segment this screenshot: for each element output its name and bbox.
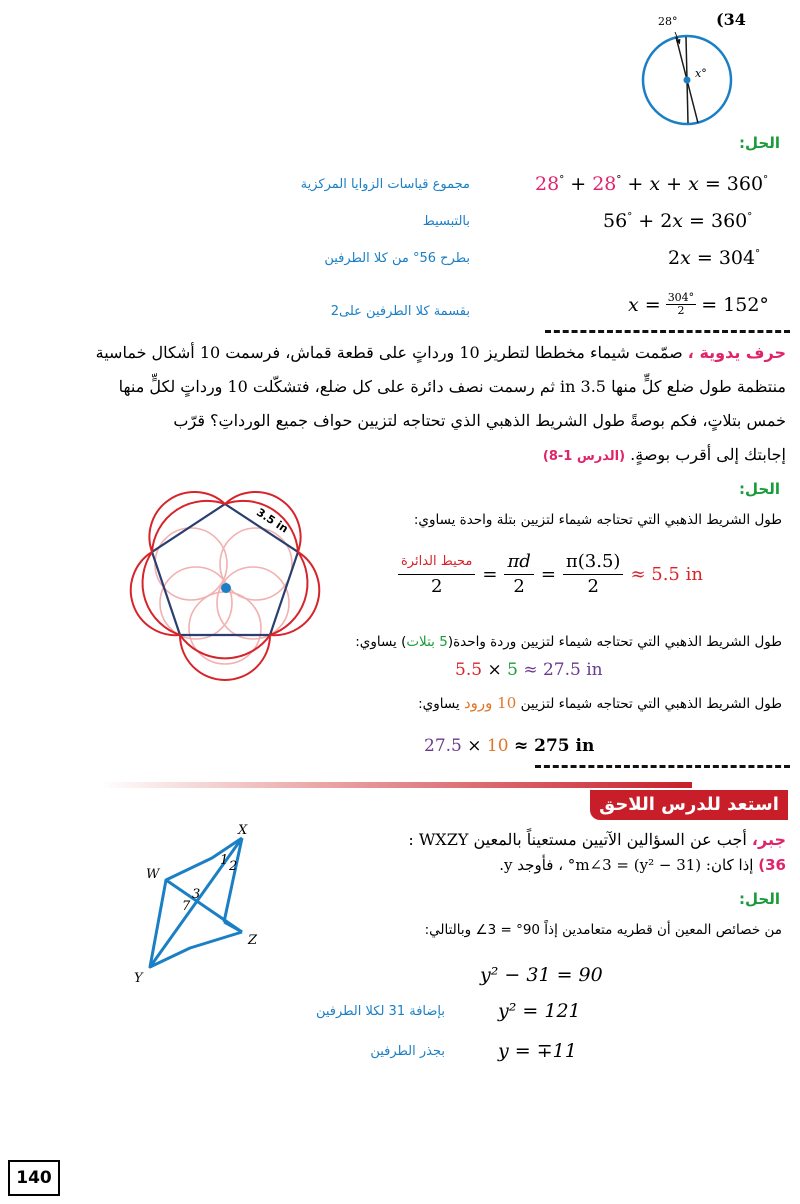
question-text: إذا كان: m∠3 = (y² − 31)° ، فأوجد y.	[499, 856, 754, 874]
pentagon-rosette-diagram	[108, 468, 348, 698]
eq-row-4-rhs: = 152°	[701, 293, 769, 316]
algebra-tag: جبر،	[751, 830, 786, 849]
eq-row-2: 56° + 2x = 360°	[603, 210, 753, 232]
x-label: x°	[695, 67, 707, 80]
crafts-text	[6, 336, 786, 472]
sol2-line-2: طول الشريط الذهبي التي تحتاجه شيماء لتزيين وردة واحدة(5 بتلات) يساوي:	[355, 634, 782, 650]
dashed-separator-1	[545, 330, 790, 333]
sol2-fraction-row: محيط الدائرة 2 = $\frac{\pi d}{2}$ = $\frac{\pi(3.5)}{2}$ ≈ 5.5 in	[398, 550, 703, 599]
frac-den: 2	[677, 304, 685, 317]
eq-row-1: 28° + 28° + x + x = 360°	[535, 173, 769, 195]
dashed-separator-2	[535, 765, 790, 768]
algebra-line-1: من خصائص المعين أن قطريه متعامدين إذاً 90° = 3∠ وبالتالي:	[424, 922, 782, 938]
crafts-line-4: إجابتك إلى أقرب بوصةٍ.	[630, 445, 786, 464]
solution-heading-3: الحل:	[739, 890, 780, 908]
crafts-line-3: خمس بتلاتٍ، فكم بوصةً طول الشريط الذهبي الذي تحتاجه لتزيين حواف جميع الورداتِ؟ قرّب	[173, 411, 786, 430]
algebra-note-2: بإضافة 31 لكلا الطرفين	[315, 1004, 445, 1019]
angle-2: 2	[229, 859, 238, 874]
vertex-z: Z	[248, 933, 258, 948]
center-dot	[221, 583, 231, 593]
center-dot	[684, 77, 691, 84]
algebra-eq-1: y² − 31 = 90	[480, 964, 603, 986]
note-row-2: بالتبسيط	[422, 214, 470, 229]
angle-1: 1	[220, 853, 229, 868]
sol2-line-1: طول الشريط الذهبي التي تحتاجه شيماء لتزيين بتلة واحدة يساوي:	[413, 512, 782, 528]
next-lesson-banner: استعد للدرس اللاحق	[590, 790, 788, 820]
banner-line	[100, 782, 692, 788]
sol2-line-3: طول الشريط الذهبي التي تحتاجه شيماء لتزيين 10 ورود يساوي:	[418, 694, 782, 712]
question-number: 36)	[758, 856, 786, 874]
angle-7: 7	[182, 899, 191, 914]
algebra-eq-2: y² = 121	[498, 1000, 581, 1022]
note-row-4: بقسمة كلا الطرفين على2	[330, 304, 470, 319]
side-label: 3.5 in	[254, 505, 291, 536]
circle-diagram	[630, 8, 740, 128]
approx-result-1: ≈ 5.5 in	[630, 564, 703, 585]
question-36	[146, 856, 786, 874]
circumference-label: محيط الدائرة	[398, 550, 475, 575]
crafts-tag: حرف يدوية ،	[687, 343, 786, 362]
sol2-calc-3: 27.5 × 10 ≈ 275 in	[424, 736, 595, 756]
eq-row-4: x = $\frac{304^\circ}{2}$ = 152°	[628, 291, 769, 317]
solution-heading-1: الحل:	[739, 134, 780, 152]
frac-num: 304°	[667, 291, 695, 304]
note-row-3: بطرح 56° من كلا الطرفين	[324, 251, 470, 266]
algebra-note-3: بجذر الطرفين	[370, 1044, 445, 1059]
eq-row-3: 2x = 304°	[668, 247, 761, 269]
vertex-w: W	[146, 867, 160, 882]
page-number: 140	[8, 1160, 60, 1196]
sol2-calc-2: 5.5 × 5 ≈ 27.5 in	[455, 660, 603, 680]
angle-label: 28°	[658, 15, 678, 28]
algebra-intro: جبر، أجب عن السؤالين الآتيين مستعيناً بالمعين WXZY :	[408, 830, 786, 849]
angle-3: 3	[192, 887, 201, 902]
vertex-y: Y	[134, 971, 143, 982]
lesson-ref: (الدرس 1-8)	[542, 449, 626, 464]
crafts-line-1: صمّمت شيماء مخططا لتطريز 10 ورداتٍ على قطعة قماش، فرسمت 10 أشكال خماسية	[95, 343, 683, 362]
crafts-line-2: منتظمة طول ضلع كلٍّ منها 3.5 in ثم رسمت نصف دائرة على كل ضلع، فتشكّلت 10 ورداتٍ لكلٍّ منها	[118, 377, 786, 396]
vertex-x: X	[238, 823, 248, 838]
algebra-eq-3: y = ∓11	[498, 1040, 577, 1062]
note-row-1: مجموع قياسات الزوايا المركزية	[300, 177, 470, 192]
solution-heading-2: الحل:	[739, 480, 780, 498]
problem-number: (34	[716, 10, 746, 29]
